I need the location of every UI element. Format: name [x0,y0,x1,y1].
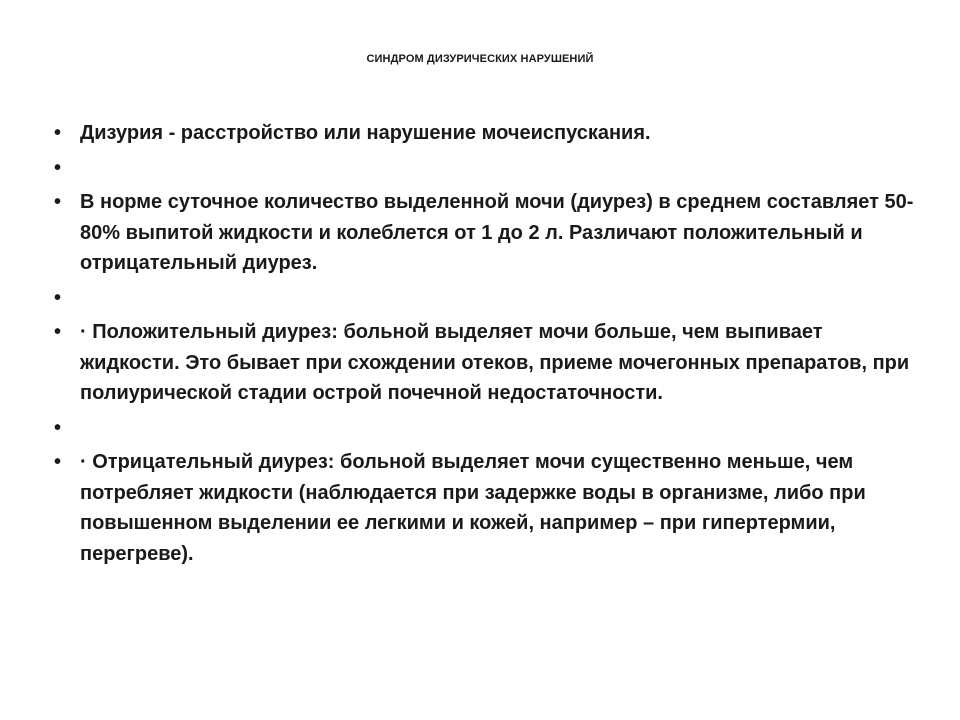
bullet-empty [54,283,914,314]
bullet-empty [54,153,914,184]
slide-title: СИНДРОМ ДИЗУРИЧЕСКИХ НАРУШЕНИЙ [366,53,594,65]
bullet-list [54,118,914,573]
bullet-normal-diuresis: • В норме суточное количество выделенной мочи (диурез) в среднем составляет 50-80% выпитой жидкости и колеблется от 1 до 2 л. Различают положительный и отрицательный диурез. [54,187,914,279]
bullet-negative-diuresis: • · Отрицательный диурез: больной выделяет мочи существенно меньше, чем потребляет жидкости (наблюдается при задержке воды в организме, либо при повышенном выделении ее легкими и кожей, например – при гипертермии, перегреве). [54,447,914,569]
bullet-positive-diuresis: • · Положительный диурез: больной выделяет мочи больше, чем выпивает жидкости. Это бывает при схождении отеков, приеме мочегонных препаратов, при полиурической стадии острой почечной недостаточности. [54,317,914,409]
bullet-empty [54,413,914,444]
bullet-dysuria-definition: • Дизурия - расстройство или нарушение мочеиспускания. [54,118,914,149]
